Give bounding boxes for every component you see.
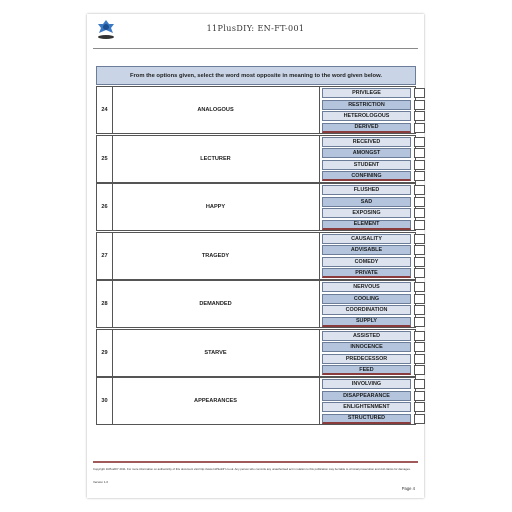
answer-option: PRIVILEGE [322,88,411,98]
answer-option: RECEIVED [322,137,411,147]
answer-option: COORDINATION [322,305,411,315]
answer-checkbox[interactable] [414,160,425,170]
answer-checkbox[interactable] [414,100,425,110]
answer-checkbox[interactable] [414,305,425,315]
answer-option: FEED [322,365,411,375]
answer-option: COOLING [322,294,411,304]
answer-option: PREDECESSOR [322,354,411,364]
page-number: Page 4 [401,486,415,491]
answer-checkbox[interactable] [414,294,425,304]
question-row [96,135,416,183]
question-word: LECTURER [112,136,320,182]
answer-checkbox[interactable] [414,137,425,147]
footer-copyright: Copyright 11PlusDIY 2011. For more information on authenticity of this document visit http://www.11PlusDIY.co.uk. Any person who commits any unauthorised act in relation to this publication may be liable to criminal prosecution and civil claims for damages. [93,467,411,471]
question-number: 26 [97,184,113,230]
question-number: 25 [97,136,113,182]
answer-checkbox[interactable] [414,171,425,181]
answer-option: COMEDY [322,257,411,267]
answer-option: EXPOSING [322,208,411,218]
answer-checkbox[interactable] [414,282,425,292]
answer-option: DERIVED [322,123,411,133]
answer-option: ELEMENT [322,220,411,230]
answer-option: ENLIGHTENMENT [322,402,411,412]
question-word: HAPPY [112,184,320,230]
question-row [96,280,416,328]
question-row [96,232,416,280]
header-divider [93,48,418,49]
answer-checkbox[interactable] [414,317,425,327]
answer-option: SUPPLY [322,317,411,327]
answer-checkbox[interactable] [414,208,425,218]
question-word: TRAGEDY [112,233,320,279]
question-word: ANALOGOUS [112,87,320,133]
footer-version: Version 1.0 [93,480,109,484]
answer-options [319,87,415,133]
answer-option: CONFINING [322,171,411,181]
answer-checkbox[interactable] [414,365,425,375]
answer-checkbox[interactable] [414,331,425,341]
question-row [96,86,416,134]
answer-option: AMONGST [322,148,411,158]
answer-checkbox[interactable] [414,197,425,207]
answer-checkbox[interactable] [414,257,425,267]
answer-checkbox[interactable] [414,148,425,158]
answer-checkbox[interactable] [414,391,425,401]
answer-options [319,330,415,376]
answer-options [319,136,415,182]
question-word: APPEARANCES [112,378,320,424]
answer-checkbox[interactable] [414,111,425,121]
answer-option: FLUSHED [322,185,411,195]
question-row [96,329,416,377]
answer-checkbox[interactable] [414,402,425,412]
answer-options [319,281,415,327]
answer-checkbox[interactable] [414,379,425,389]
question-word: DEMANDED [112,281,320,327]
answer-option: SAD [322,197,411,207]
answer-checkbox[interactable] [414,123,425,133]
answer-checkbox[interactable] [414,220,425,230]
answer-option: ASSISTED [322,331,411,341]
question-number: 30 [97,378,113,424]
footer-divider [93,461,418,463]
answer-checkbox[interactable] [414,88,425,98]
answer-option: PRIVATE [322,268,411,278]
question-word: STARVE [112,330,320,376]
question-number: 27 [97,233,113,279]
answer-option: NERVOUS [322,282,411,292]
answer-checkbox[interactable] [414,414,425,424]
answer-option: RESTRICTION [322,100,411,110]
answer-checkbox[interactable] [414,234,425,244]
answer-options [319,233,415,279]
question-row [96,377,416,425]
answer-option: STUDENT [322,160,411,170]
instruction-text: From the options given, select the word most opposite in meaning to the word given below. [96,66,416,85]
answer-checkbox[interactable] [414,268,425,278]
answer-option: INNOCENCE [322,342,411,352]
answer-option: DISAPPEARANCE [322,391,411,401]
question-number: 29 [97,330,113,376]
answer-options [319,378,415,424]
answer-option: CAUSALITY [322,234,411,244]
answer-checkbox[interactable] [414,245,425,255]
answer-checkbox[interactable] [414,354,425,364]
question-row [96,183,416,231]
answer-options [319,184,415,230]
answer-option: HETEROLOGOUS [322,111,411,121]
question-number: 28 [97,281,113,327]
answer-option: ADVISABLE [322,245,411,255]
answer-checkbox[interactable] [414,342,425,352]
answer-option: STRUCTURED [322,414,411,424]
answer-option: INVOLVING [322,379,411,389]
question-number: 24 [97,87,113,133]
worksheet-page [87,14,424,498]
answer-checkbox[interactable] [414,185,425,195]
page-title: 11PlusDIY: EN-FT-001 [206,24,305,33]
